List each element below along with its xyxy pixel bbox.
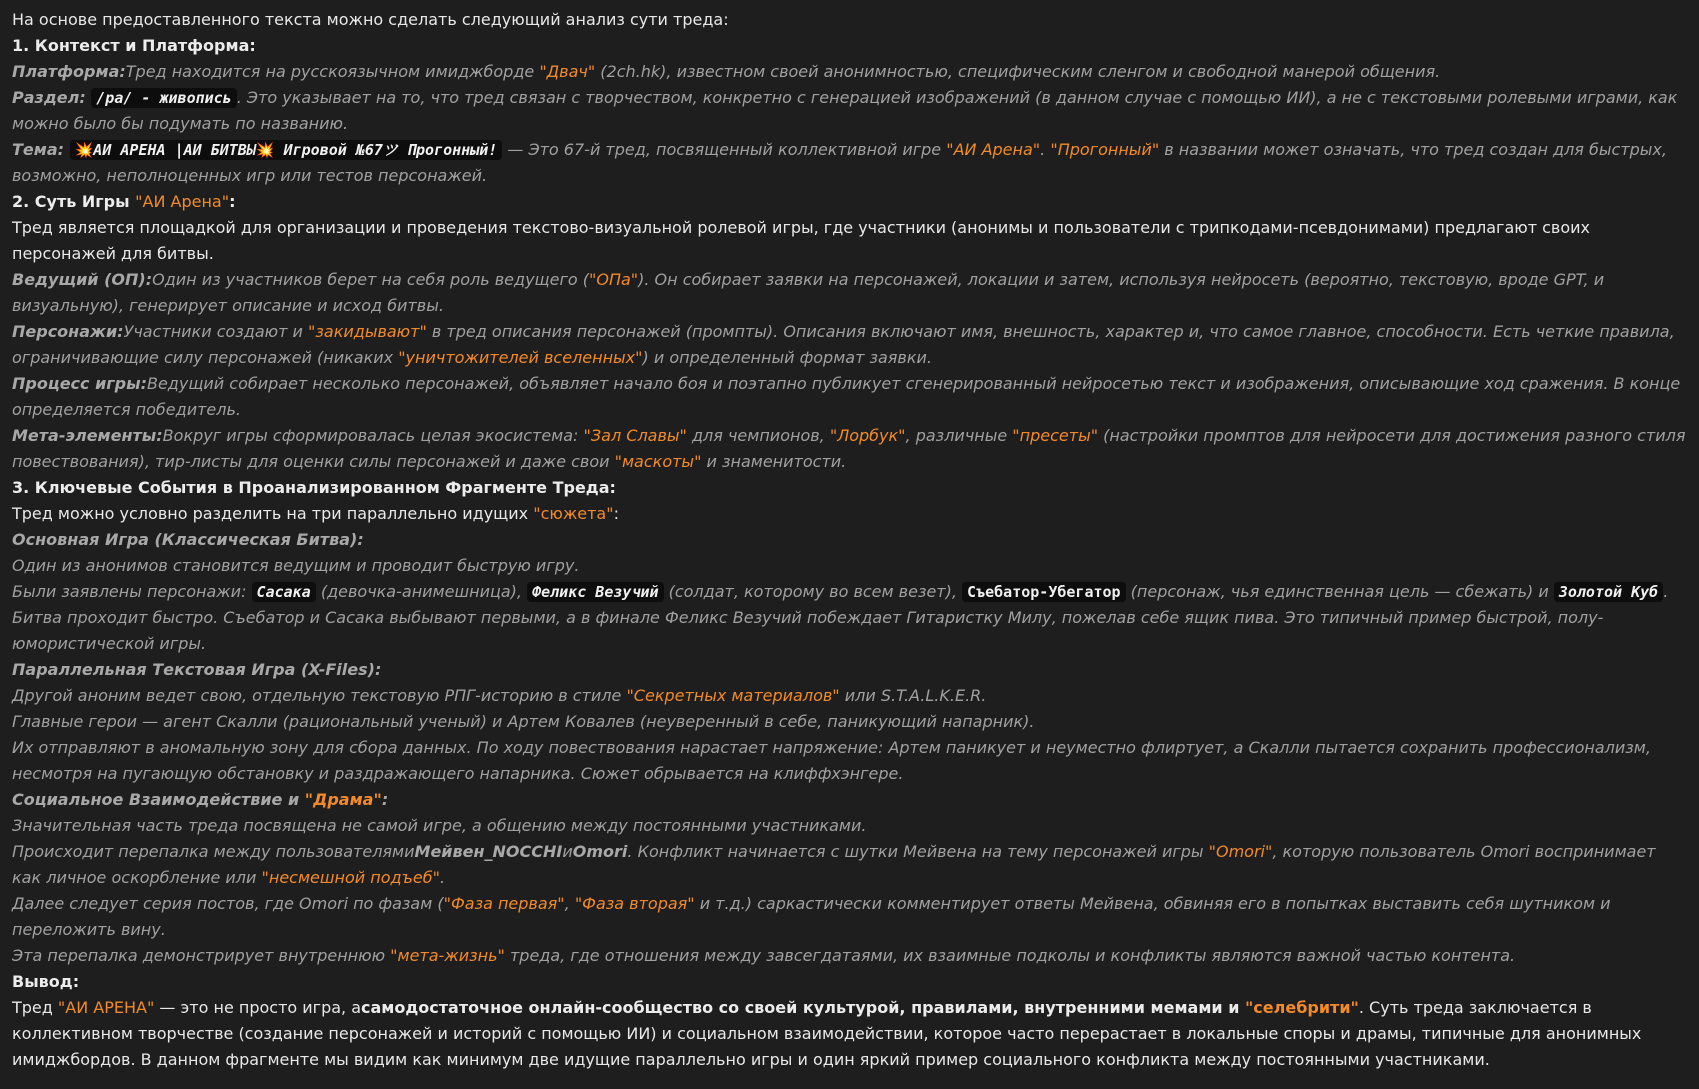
- quote: "Лорбук": [829, 426, 906, 445]
- text: .: [1040, 140, 1051, 159]
- text: Вокруг игры сформировалась целая экосистема:: [162, 426, 584, 445]
- xfiles-line: [12, 683, 1687, 709]
- drama-line: [12, 943, 1687, 969]
- text: (персонаж, чья единственная цель — сбежать) и: [1125, 582, 1554, 601]
- inline-code-character: Сасака: [252, 582, 316, 602]
- topic-label: Тема:: [12, 140, 70, 159]
- text: (девочка-анимешница),: [315, 582, 528, 601]
- text: , которую пользователь Omori воспринимает как личное оскорбление или: [12, 842, 1656, 887]
- text: Ведущий собирает несколько персонажей, объявляет начало боя и поэтапно публикует сгенерированный нейросетью текст и изображения, описывающие ход сражения. В конце определяется победитель.: [12, 374, 1681, 419]
- text: ,: [564, 894, 575, 913]
- topic-item: [12, 137, 1687, 189]
- quote: "АИ АРЕНА": [57, 998, 155, 1017]
- intro-text: На основе предоставленного текста можно сделать следующий анализ сути треда:: [12, 10, 729, 29]
- text: , различные: [905, 426, 1013, 445]
- text: .: [1663, 582, 1669, 601]
- characters-label: Персонажи:: [12, 322, 124, 341]
- text: 2. Суть Игры: [12, 192, 136, 211]
- username: Omori: [572, 842, 628, 861]
- main-game-line: Битва проходит быстро. Съебатор и Сасака выбывают первыми, а в финале Феликс Везучий побеждает Гитаристку Милу, пожелав себе ящик пива. Это типичный пример быстрой, полу-юмористической игры.: [12, 608, 1604, 653]
- text: Один из участников берет на себя роль ведущего (: [152, 270, 589, 289]
- text: :: [381, 790, 389, 809]
- text: Были заявлены персонажи:: [12, 582, 252, 601]
- plots-intro: [12, 501, 1687, 527]
- text: Участники создают и: [123, 322, 309, 341]
- process-item: [12, 371, 1687, 423]
- text: Социальное Взаимодействие и: [12, 790, 305, 809]
- section-item: [12, 85, 1687, 137]
- text: Происходит перепалка между пользователями: [12, 842, 415, 861]
- quote: "Двач": [539, 62, 596, 81]
- text: .: [439, 868, 446, 887]
- inline-code-topic: [70, 140, 503, 160]
- text: (настройки промптов для нейросети для достижения разного стиля повествования), тир-листы для оценки силы персонажей и даже свои: [12, 426, 1686, 471]
- text: — Это 67-й тред, посвященный коллективной игре: [502, 140, 947, 159]
- meta-item: [12, 423, 1687, 475]
- drama-line: [12, 839, 1687, 891]
- quote: "пресеты": [1012, 426, 1099, 445]
- inline-code-character: Золотой Куб: [1554, 582, 1663, 602]
- text: — это не просто игра, а: [154, 998, 362, 1017]
- text: Далее следует серия постов, где Omori по фазам (: [12, 894, 444, 913]
- text: . Суть треда заключается в коллективном творчестве (создание персонажей и историй с помощью ИИ) и социальном взаимодействии, которое часто перерастает в локальные споры и драмы, типичные для анонимных имиджбордов. В данном фрагменте мы видим как минимум две идущие параллельно игры и один яркий пример социального конфликта между постоянными участниками.: [12, 998, 1642, 1069]
- host-item: [12, 267, 1687, 319]
- main-game-heading: Основная Игра (Классическая Битва):: [12, 530, 364, 549]
- inline-code: /pa/ - живопись: [91, 88, 236, 108]
- text: :: [229, 192, 236, 211]
- quote: "Зал Славы": [583, 426, 687, 445]
- drama-line: Значительная часть треда посвящена не самой игре, а общению между постоянными участниками.: [12, 816, 867, 835]
- platform-item: [12, 59, 1687, 85]
- quote: "уничтожителей вселенных": [398, 348, 643, 367]
- text: (солдат, которому во всем везет),: [663, 582, 963, 601]
- game-description: Тред является площадкой для организации и проведения текстово-визуальной ролевой игры, где участники (анонимы и пользователи с трипкодами-псевдонимами) предлагают своих персонажей для битвы.: [12, 218, 1591, 263]
- text: или S.T.A.L.K.E.R.: [839, 686, 987, 705]
- drama-heading: [12, 787, 1687, 813]
- quote: "мета-жизнь": [390, 946, 505, 965]
- quote: "Фаза вторая": [574, 894, 695, 913]
- text: и т.д.) саркастически комментирует ответы Мейвена, обвиняя его в попытках выставить себя шутником и переложить вину.: [12, 894, 1611, 939]
- quote: "ОПа": [588, 270, 639, 289]
- text: ) и определенный формат заявки.: [642, 348, 932, 367]
- text: и: [562, 842, 573, 861]
- quote: "Секретных материалов": [626, 686, 840, 705]
- text: Эта перепалка демонстрирует внутреннюю: [12, 946, 391, 965]
- quote: "Фаза первая": [443, 894, 565, 913]
- bold-text: самодостаточное онлайн-сообщество со своей культурой, правилами, внутренними мемами и: [361, 998, 1245, 1017]
- heading-game: [12, 189, 1687, 215]
- inline-code-character: Феликс Везучий: [527, 582, 663, 602]
- platform-label: Платформа:: [12, 62, 126, 81]
- username: Мейвен_NOCCHI: [414, 842, 563, 861]
- host-label: Ведущий (ОП):: [12, 270, 153, 289]
- xfiles-line: Главные герои — агент Скалли (рациональный ученый) и Артем Ковалев (неуверенный в себе, паникующий напарник).: [12, 712, 1035, 731]
- quote: "маскоты": [614, 452, 702, 471]
- text: Другой аноним ведет свою, отдельную текстовую РПГ-историю в стиле: [12, 686, 627, 705]
- text: для чемпионов,: [686, 426, 830, 445]
- text: (2ch.hk), известном своей анонимностью, специфическим сленгом и свободной манерой общения.: [595, 62, 1441, 81]
- quote: "сюжета": [533, 504, 614, 523]
- meta-label: Мета-элементы:: [12, 426, 163, 445]
- text: Тред: [12, 998, 58, 1017]
- inline-code-character: Съебатор-Убегатор: [962, 582, 1126, 602]
- drama-line: [12, 891, 1687, 943]
- text: . Конфликт начинается с шутки Мейвена на тему персонажей игры: [627, 842, 1209, 861]
- text: в названии может означать, что тред создан для быстрых, возможно, неполноценных игр или тестов персонажей.: [12, 140, 1667, 185]
- quote: "Драма": [304, 790, 382, 809]
- heading-events: 3. Ключевые События в Проанализированном Фрагменте Треда:: [12, 478, 616, 497]
- main-game-line: [12, 579, 1687, 605]
- text: Игровой №67ツ Прогонный!: [274, 141, 498, 159]
- text: в тред описания персонажей (промпты). Описания включают имя, внешность, характер и, что самое главное, способности. Есть четкие правила, ограничивающие силу персонажей (никаких: [12, 322, 1675, 367]
- text: Тред можно условно разделить на три параллельно идущих: [12, 504, 534, 523]
- quote: "селебрити": [1244, 998, 1359, 1017]
- text: ). Он собирает заявки на персонажей, локации и затем, используя нейросеть (вероятно, текстовую, вроде GPT, и визуальную), генерирует описание и исход битвы.: [12, 270, 1605, 315]
- quote: "несмешной подъеб": [261, 868, 440, 887]
- explosion-icon: 💥: [74, 141, 94, 159]
- text: . Это указывает на то, что тред связан с творчеством, конкретно с генерацией изображений (в данном случае с помощью ИИ), а не с текстовыми ролевыми играми, как можно было бы подумать по названию.: [12, 88, 1678, 133]
- quote: "закидывают": [308, 322, 427, 341]
- text: АИ АРЕНА |АИ БИТВЫ: [93, 141, 256, 159]
- quote: "Omori": [1208, 842, 1273, 861]
- quote: "АИ Арена": [135, 192, 230, 211]
- explosion-icon: 💥: [255, 141, 275, 159]
- quote: "АИ Арена": [946, 140, 1041, 159]
- quote: "Прогонный": [1050, 140, 1160, 159]
- xfiles-line: Их отправляют в аномальную зону для сбора данных. По ходу повествования нарастает напряжение: Артем паникует и неуместно флиртует, а Скалли пытается сохранить профессионализм, несмотря на пугающую обстановку и раздражающего напарника. Сюжет обрывается на клиффхэнгере.: [12, 738, 1651, 783]
- text: треда, где отношения между завсегдатаями, их взаимные подколы и конфликты являются важной частью контента.: [504, 946, 1516, 965]
- text: и знаменитости.: [701, 452, 847, 471]
- main-game-line: Один из анонимов становится ведущим и проводит быструю игру.: [12, 556, 580, 575]
- conclusion-text: [12, 995, 1687, 1073]
- process-label: Процесс игры:: [12, 374, 147, 393]
- heading-context: 1. Контекст и Платформа:: [12, 36, 256, 55]
- characters-item: [12, 319, 1687, 371]
- conclusion-heading: Вывод:: [12, 972, 80, 991]
- text: Тред находится на русскоязычном имиджборде: [125, 62, 540, 81]
- section-label: Раздел:: [12, 88, 92, 107]
- text: :: [613, 504, 619, 523]
- xfiles-heading: Параллельная Текстовая Игра (X-Files):: [12, 660, 382, 679]
